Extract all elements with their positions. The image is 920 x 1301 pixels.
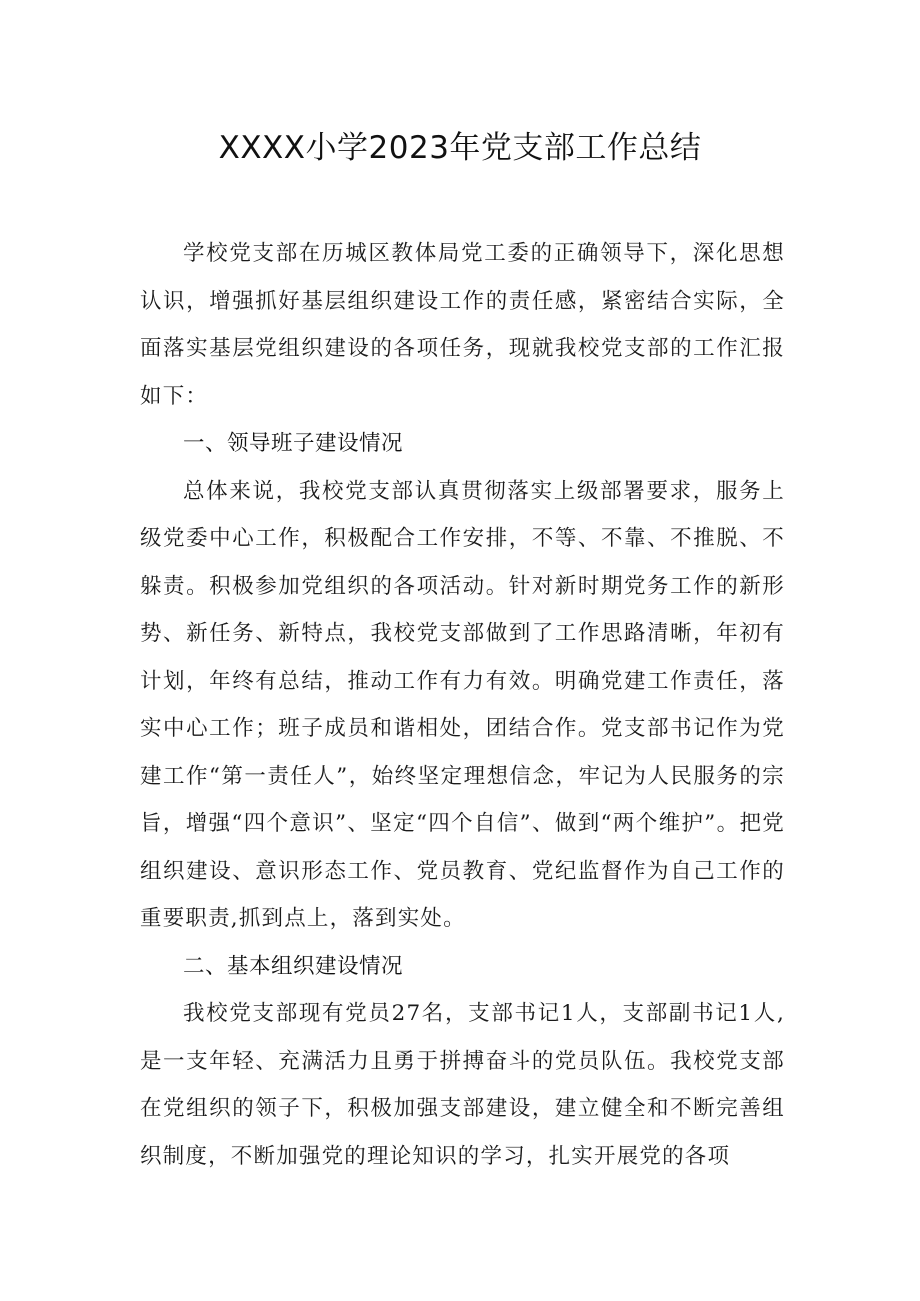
- section-heading-organization: 二、基本组织建设情况: [183, 953, 404, 979]
- intro-paragraph: 学校党支部在历城区教体局党工委的正确领导下，深化思想认识，增强抓好基层组织建设工作的责任感，紧密结合实际，全面落实基层党组织建设的各项任务，现就我校党支部的工作汇报如下：: [140, 241, 785, 409]
- section-body-leadership: 总体来说，我校党支部认真贯彻落实上级部署要求，服务上级党委中心工作，积极配合工作安排，不等、不靠、不推脱、不躲责。积极参加党组织的各项活动。针对新时期党务工作的新形势、新任务、新特点，我校党支部做到了工作思路清晰，年初有计划，年终有总结，推动工作有力有效。明确党建工作责任，落实中心工作；班子成员和谐相处，团结合作。党支部书记作为党建工作“第一责任人”，始终坚定理想信念，牢记为人民服务的宗旨，增强“四个意识”、坚定“四个自信”、做到“两个维护”。把党组织建设、意识形态工作、党员教育、党纪监督作为自己工作的重要职责,抓到点上，落到实处。: [140, 478, 785, 931]
- section-body-organization: 我校党支部现有党员27名，支部书记1人，支部副书记1人,是一支年轻、充满活力且勇于拼搏奋斗的党员队伍。我校党支部在党组织的领子下，积极加强支部建设，建立健全和不断完善组织制度，不断加强党的理论知识的学习，扎实开展党的各项: [140, 1001, 785, 1169]
- document-body: [140, 230, 785, 1180]
- section-heading-leadership: 一、领导班子建设情况: [183, 431, 404, 456]
- document-title: XXXX小学2023年党支部工作总结: [218, 130, 702, 166]
